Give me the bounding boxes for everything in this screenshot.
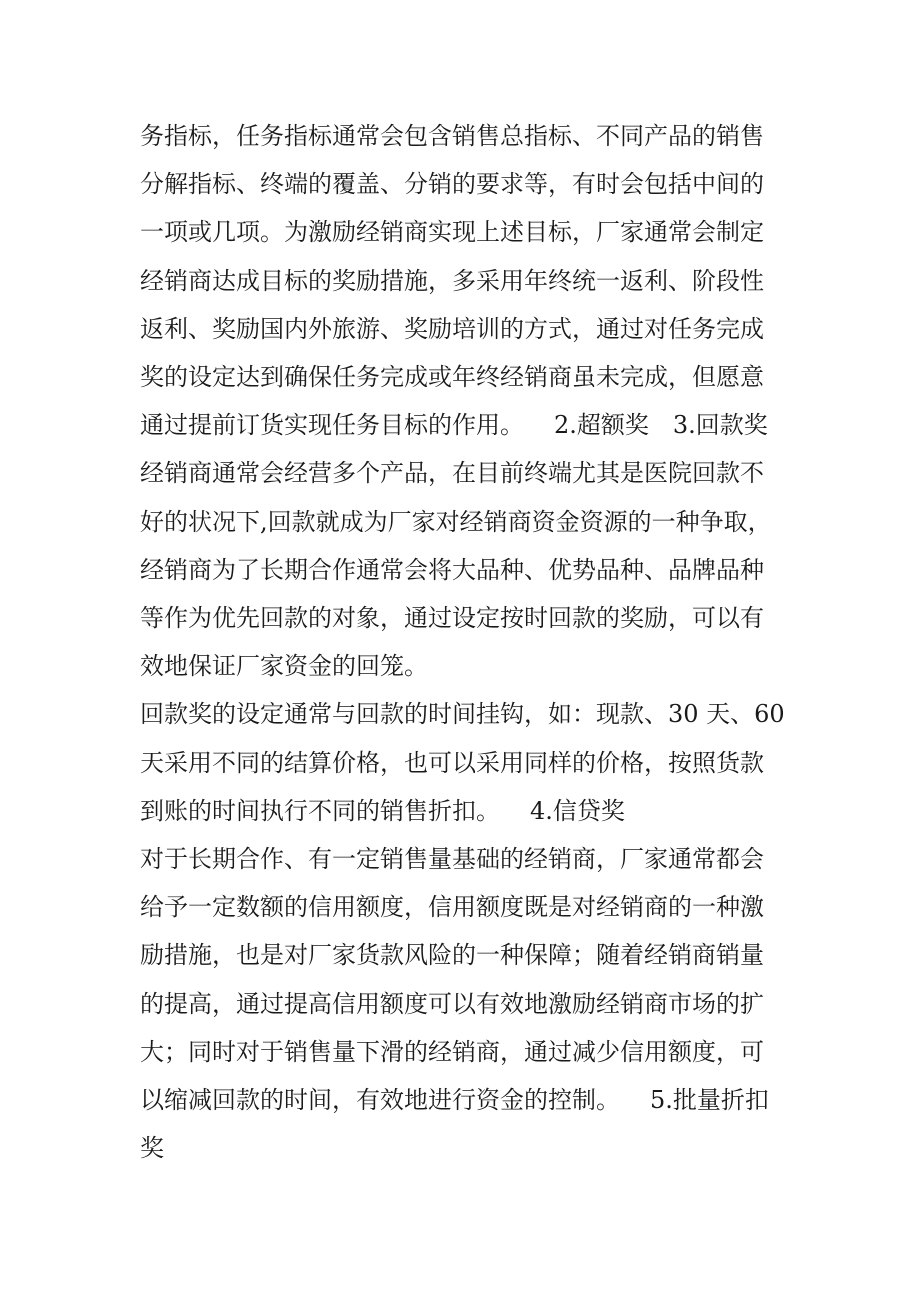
text-line: 等作为优先回款的对象，通过设定按时回款的奖励，可以有 bbox=[140, 604, 764, 633]
text-line: 天采用不同的结算价格，也可以采用同样的价格，按照货款 bbox=[140, 748, 764, 777]
text-line: 经销商达成目标的奖励措施，多采用年终统一返利、阶段性 bbox=[140, 266, 764, 295]
section-heading-4: 4.信贷奖 bbox=[530, 796, 625, 825]
text-line: 效地保证厂家资金的回笼。 bbox=[140, 652, 428, 681]
section-heading-2: 2.超额奖 bbox=[554, 411, 649, 440]
text-segment: 到账的时间执行不同的销售折扣。 bbox=[140, 796, 500, 825]
text-line: 务指标，任务指标通常会包含销售总指标、不同产品的销售 bbox=[140, 122, 764, 150]
paragraph-payment-timing bbox=[140, 690, 790, 835]
text-line: 对于长期合作、有一定销售量基础的经销商，厂家通常都会 bbox=[140, 845, 764, 874]
text-line bbox=[140, 787, 790, 835]
text-segment: 通过提前订货实现任务目标的作用。 bbox=[140, 411, 524, 440]
text-line: 给予一定数额的信用额度，信用额度既是对经销商的一种激 bbox=[140, 893, 764, 922]
text-line bbox=[140, 1076, 790, 1124]
text-line: 奖的设定达到确保任务完成或年终经销商虽未完成，但愿意 bbox=[140, 363, 764, 392]
paragraph-credit-reward bbox=[140, 835, 790, 1172]
text-line: 一项或几项。为激励经销商实现上述目标，厂家通常会制定 bbox=[140, 218, 764, 247]
text-line: 大；同时对于销售量下滑的经销商，通过减少信用额度，可 bbox=[140, 1037, 764, 1066]
text-line: 分解指标、终端的覆盖、分销的要求等，有时会包括中间的 bbox=[140, 170, 764, 199]
text-line: 返利、奖励国内外旅游、奖励培训的方式，通过对任务完成 bbox=[140, 314, 764, 343]
text-line: 回款奖的设定通常与回款的时间挂钩，如：现款、30 天、60 bbox=[140, 700, 785, 729]
text-line: 好的状况下,回款就成为厂家对经销商资金资源的一种争取， bbox=[140, 507, 772, 536]
text-line: 的提高，通过提高信用额度可以有效地激励经销商市场的扩 bbox=[140, 989, 764, 1018]
document-body bbox=[140, 112, 790, 1172]
text-segment: 以缩减回款的时间，有效地进行资金的控制。 bbox=[140, 1086, 620, 1115]
text-line: 励措施，也是对厂家货款风险的一种保障；随着经销商销量 bbox=[140, 941, 764, 970]
text-line: 经销商通常会经营多个产品，在目前终端尤其是医院回款不 bbox=[140, 459, 764, 488]
section-heading-5: 5.批量折扣 bbox=[650, 1086, 769, 1115]
paragraph-task-reward bbox=[140, 112, 790, 690]
text-line bbox=[140, 401, 790, 449]
text-line: 经销商为了长期合作通常会将大品种、优势品种、品牌品种 bbox=[140, 555, 764, 584]
text-line: 奖 bbox=[140, 1134, 164, 1163]
section-heading-3: 3.回款奖 bbox=[672, 411, 768, 440]
